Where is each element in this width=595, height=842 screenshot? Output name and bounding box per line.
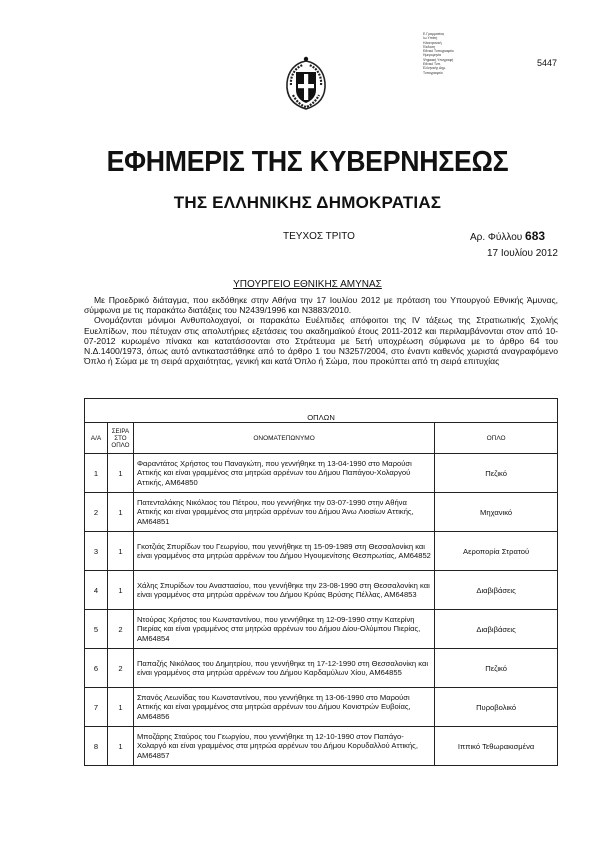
table-row [85, 571, 558, 610]
table-header-row [85, 423, 558, 454]
row-seq: 2 [107, 649, 133, 688]
row-arm: Διαβιβάσεις [435, 610, 558, 649]
row-arm: Ιππικό Τεθωρακισμένα [435, 727, 558, 766]
ministry-heading: ΥΠΟΥΡΓΕΙΟ ΕΘΝΙΚΗΣ ΑΜΥΝΑΣ [233, 279, 382, 290]
row-aa: 1 [85, 454, 108, 493]
row-arm: Αεροπορία Στρατού [435, 532, 558, 571]
stamp-line: Ιω.Υπάτη [423, 36, 438, 41]
issue-type: ΤΕΥΧΟΣ ΤΡΙΤΟ [283, 231, 355, 242]
issue-date: 17 Ιουλίου 2012 [487, 248, 558, 259]
row-aa: 4 [85, 571, 108, 610]
stamp-line: Εθνικό Τυπ. [423, 62, 441, 67]
stamp-line: Τυπογραφείο [423, 70, 443, 75]
table-title: ΟΠΛΩΝ [85, 399, 558, 423]
row-aa: 2 [85, 493, 108, 532]
decree-paragraph: Ονομάζονται μόνιμοι Ανθυπολοχαγοί, οι παρακάτω Ευέλπιδες απόφοιτοι της IV τάξεως της Στρατιωτικής Σχολής Ευελπίδων, που πέτυχαν στις απολυτήριες εξετάσεις του ακαδημαϊκού έτους 2011-2012 και περιλαμβάνονται στον από 10-07-2012 κυρωμένο πίνακα και κατατάσσονται στο Στράτευμα με 5ετή υποχρέωση σύμφωνα με το άρθρο 64 του Ν.Δ.1400/1973, όπως αυτό αντικαταστάθηκε από το άρθρο 1 του Ν3257/2004, στο έναντι καθενός χωριστά αναγραφόμενο Όπλο ή Σώμα με τη σειρά αρχαιότητας, γενική και κατά Όπλο ή Σώμα, που προκύπτει από τη σειρά επιτυχίας [84, 315, 558, 367]
header-seq-line: ΟΠΛΟ [111, 441, 130, 449]
row-seq: 1 [107, 571, 133, 610]
row-arm: Πυροβολικό [435, 688, 558, 727]
decree-paragraph: Με Προεδρικό διάταγμα, που εκδόθηκε στην Αθήνα την 17 Ιουλίου 2012 με πρόταση του Υπουργού Εθνικής Άμυνας, σύμφωνα με τις παρακάτω διατάξεις του Ν2439/1996 και Ν3883/2010. [84, 295, 558, 316]
row-seq: 1 [107, 727, 133, 766]
masthead-title: ΕΦΗΜΕΡΙΣ ΤΗΣ ΚΥΒΕΡΝΗΣΕΩΣ [106, 146, 509, 178]
row-seq: 1 [107, 454, 133, 493]
stamp-line: Ε.Γραμματέας [423, 32, 445, 36]
stamp-line: Ηλεκτρονική [423, 40, 442, 45]
digital-signature-stamp [423, 32, 493, 75]
stamp-line: Ελληνικής Δημ. [423, 66, 447, 71]
header-seq-line: ΣΕΙΡΑ [111, 427, 130, 435]
table-title-row [85, 399, 558, 423]
row-aa: 6 [85, 649, 108, 688]
row-seq: 2 [107, 610, 133, 649]
row-name: Μποζάρης Σταύρος του Γεωργίου, που γεννήθηκε τη 12-10-1990 στον Παπάγο-Χολαργό και είναι γραμμένος στα μητρώα αρρένων του Δήμου Κορυδαλλού Αττικής, ΑΜ64857 [133, 727, 434, 766]
table-row [85, 532, 558, 571]
header-aa: Α/Α [85, 423, 108, 454]
table-row [85, 454, 558, 493]
row-aa: 8 [85, 727, 108, 766]
row-name: Πατενταλάκης Νικόλαος του Πέτρου, που γεννήθηκε την 03-07-1990 στην Αθήνα Αττικής και είναι γραμμένος στα μητρώα αρρένων του Δήμου Άνω Λιοσίων Αττικής, ΑΜ64851 [133, 493, 434, 532]
row-arm: Μηχανικό [435, 493, 558, 532]
row-arm: Διαβιβάσεις [435, 571, 558, 610]
row-name: Χάλης Σπυρίδων του Αναστασίου, που γεννήθηκε την 23-08-1990 στη Θεσσαλονίκη και είναι γραμμένος στα μητρώα αρρένων του Δήμου Κρύας Βρύσης Πέλλας, ΑΜ64853 [133, 571, 434, 610]
officers-table [84, 398, 558, 766]
row-aa: 5 [85, 610, 108, 649]
row-seq: 1 [107, 532, 133, 571]
header-name: ΟΝΟΜΑΤΕΠΩΝΥΜΟ [133, 423, 434, 454]
table-row [85, 610, 558, 649]
table-row [85, 649, 558, 688]
header-seq-line: ΣΤΟ [114, 434, 127, 442]
stamp-line: Ημερομηνία [423, 53, 441, 58]
row-seq: 1 [107, 493, 133, 532]
row-name: Παπαζής Νικόλαος του Δημητρίου, που γεννήθηκε τη 17-12-1990 στη Θεσσαλονίκη και είναι γραμμένος στα μητρώα αρρένων του Δήμου Καρδαμύλων Χίου, ΑΜ64855 [133, 649, 434, 688]
row-name: Γκοτζιάς Σπυρίδων του Γεωργίου, που γεννήθηκε τη 15-09-1989 στη Θεσσαλονίκη και είναι γραμμένος στα μητρώα αρρένων του Δήμου Ηγουμενίτσης Θεσπρωτίας, ΑΜ64852 [133, 532, 434, 571]
decree-text [84, 295, 558, 366]
row-name: Φαραντάτος Χρήστος του Παναγιώτη, που γεννήθηκε τη 13-04-1990 στο Μαρούσι Αττικής και είναι γραμμένος στα μητρώα αρρένων του Δήμου Παπάγου-Χολαργού Αττικής, ΑΜ64850 [133, 454, 434, 493]
row-arm: Πεζικό [435, 649, 558, 688]
table-row [85, 493, 558, 532]
row-arm: Πεζικό [435, 454, 558, 493]
greek-coat-of-arms-icon [283, 55, 329, 111]
sheet-label: Αρ. Φύλλου [470, 232, 523, 243]
row-aa: 7 [85, 688, 108, 727]
table-row [85, 688, 558, 727]
page-number: 5447 [537, 58, 558, 68]
table-row [85, 727, 558, 766]
header-seq [107, 423, 133, 454]
stamp-line: Έκδοση [423, 44, 436, 49]
masthead-subtitle: ΤΗΣ ΕΛΛΗΝΙΚΗΣ ΔΗΜΟΚΡΑΤΙΑΣ [173, 193, 442, 212]
sheet-number-value: 683 [525, 229, 546, 243]
row-name: Ντούρας Χρήστος του Κωνσταντίνου, που γεννήθηκε τη 12-09-1990 στην Κατερίνη Πιερίας και είναι γραμμένος στα μητρώα αρρένων του Δήμου Δίου-Ολύμπου Πιερίας, ΑΜ64854 [133, 610, 434, 649]
row-name: Σπανός Λεωνίδας του Κωνσταντίνου, που γεννήθηκε τη 13-06-1990 στο Μαρούσι Αττικής και είναι γραμμένος στα μητρώα αρρένων του Δήμου Κονιστρών Ευβοίας, ΑΜ64856 [133, 688, 434, 727]
row-aa: 3 [85, 532, 108, 571]
sheet-number [470, 229, 545, 243]
row-seq: 1 [107, 688, 133, 727]
header-arm: ΟΠΛΟ [435, 423, 558, 454]
stamp-line: Εθνικό Τυπογραφείο [423, 49, 454, 54]
stamp-line: Ψηφιακή Υπογραφή [423, 57, 454, 62]
